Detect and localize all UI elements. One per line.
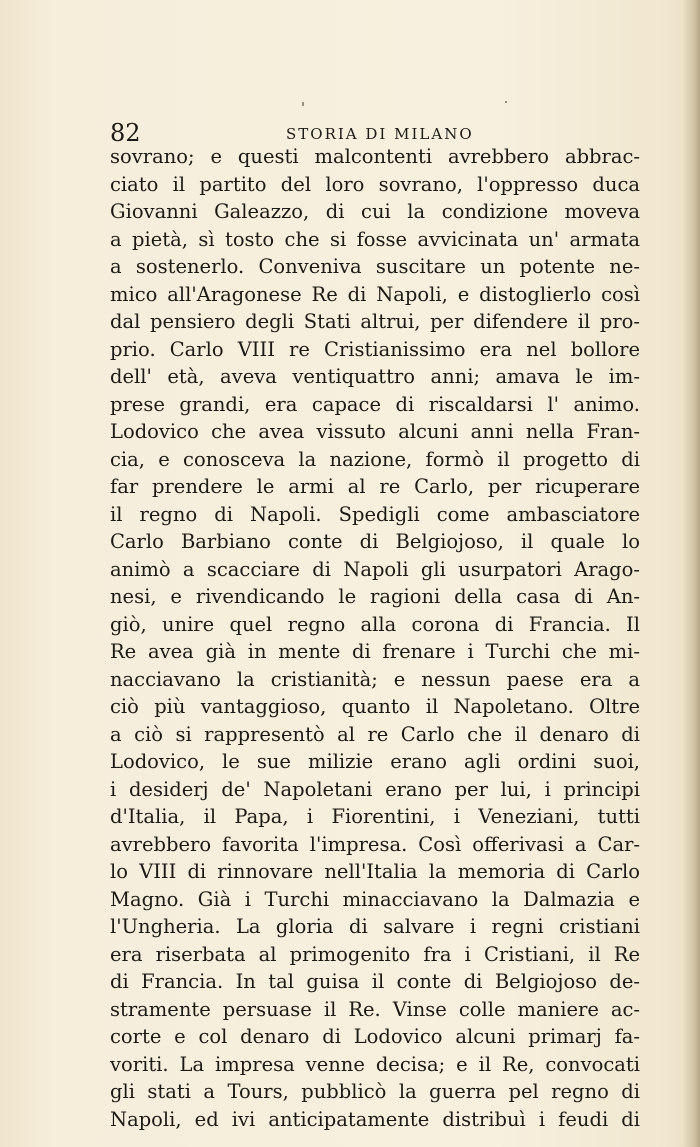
text-line: ciato il partito del loro sovrano, l'oppresso duca	[110, 172, 640, 196]
body-text	[110, 143, 640, 1133]
print-mark	[505, 101, 507, 103]
text-line: animò a scacciare di Napoli gli usurpatori Arago-	[110, 557, 640, 581]
text-line: Lodovico, le sue milizie erano agli ordini suoi,	[110, 750, 640, 773]
text-line: di Francia. In tal guisa il conte di Belgiojoso de-	[110, 970, 640, 993]
text-line: Giovanni Galeazzo, di cui la condizione moveva	[110, 200, 640, 223]
page-number: 82	[110, 119, 141, 147]
text-line: nacciavano la cristianità; e nessun paese era a	[110, 667, 640, 691]
text-line: stramente persuase il Re. Vinse colle maniere ac-	[110, 997, 640, 1021]
text-line: gli stati a Tours, pubblicò la guerra pel regno di	[110, 1080, 640, 1103]
text-line: voriti. La impresa venne decisa; e il Re, convocati	[110, 1052, 640, 1076]
text-line: ciò più vantaggioso, quanto il Napoletano. Oltre	[110, 695, 640, 718]
text-line: Napoli, ed ivi anticipatamente distribuì i feudi di	[110, 1107, 640, 1131]
text-line: cia, e conosceva la nazione, formò il progetto di	[110, 447, 640, 471]
text-line: Magno. Già i Turchi minacciavano la Dalmazia e	[110, 887, 640, 911]
text-line: lo VIII di rinnovare nell'Italia la memoria di Carlo	[110, 860, 640, 883]
text-line: far prendere le armi al re Carlo, per ricuperare	[110, 475, 640, 498]
text-line: a sostenerlo. Conveniva suscitare un potente ne-	[110, 255, 640, 278]
print-mark	[302, 102, 304, 106]
text-line: il regno di Napoli. Spedigli come ambasciatore	[110, 502, 640, 526]
text-line: Carlo Barbiano conte di Belgiojoso, il quale lo	[110, 530, 640, 553]
text-line: corte e col denaro di Lodovico alcuni primarj fa-	[110, 1025, 640, 1048]
text-line: a pietà, sì tosto che si fosse avvicinata un' armata	[110, 227, 640, 251]
text-line: nesi, e rivendicando le ragioni della casa di An-	[110, 585, 640, 608]
running-title: STORIA DI MILANO	[286, 125, 474, 143]
text-line: l'Ungheria. La gloria di salvare i regni cristiani	[110, 915, 640, 938]
text-line: prio. Carlo VIII re Cristianissimo era nel bollore	[110, 337, 640, 361]
text-line: giò, unire quel regno alla corona di Francia. Il	[110, 612, 640, 636]
page-edge-shadow	[682, 0, 700, 1147]
text-line: dell' età, aveva ventiquattro anni; amava le im-	[110, 365, 640, 388]
text-line: Re avea già in mente di frenare i Turchi che mi-	[110, 640, 640, 663]
text-line: a ciò si rappresentò al re Carlo che il denaro di	[110, 722, 640, 746]
text-line: Lodovico che avea vissuto alcuni anni nella Fran-	[110, 420, 640, 443]
text-line: i desiderj de' Napoletani erano per lui, i principi	[110, 777, 640, 801]
text-line: prese grandi, era capace di riscaldarsi l' animo.	[110, 392, 640, 416]
text-line: sovrano; e questi malcontenti avrebbero abbrac-	[110, 145, 640, 168]
text-line: dal pensiero degli Stati altrui, per difendere il pro-	[110, 310, 640, 333]
text-line: mico all'Aragonese Re di Napoli, e distoglierlo così	[110, 282, 640, 306]
text-line: avrebbero favorita l'impresa. Così offerivasi a Car-	[110, 832, 640, 856]
text-line: d'Italia, il Papa, i Fiorentini, i Veneziani, tutti	[110, 805, 640, 828]
text-line: era riserbata al primogenito fra i Cristiani, il Re	[110, 942, 640, 966]
